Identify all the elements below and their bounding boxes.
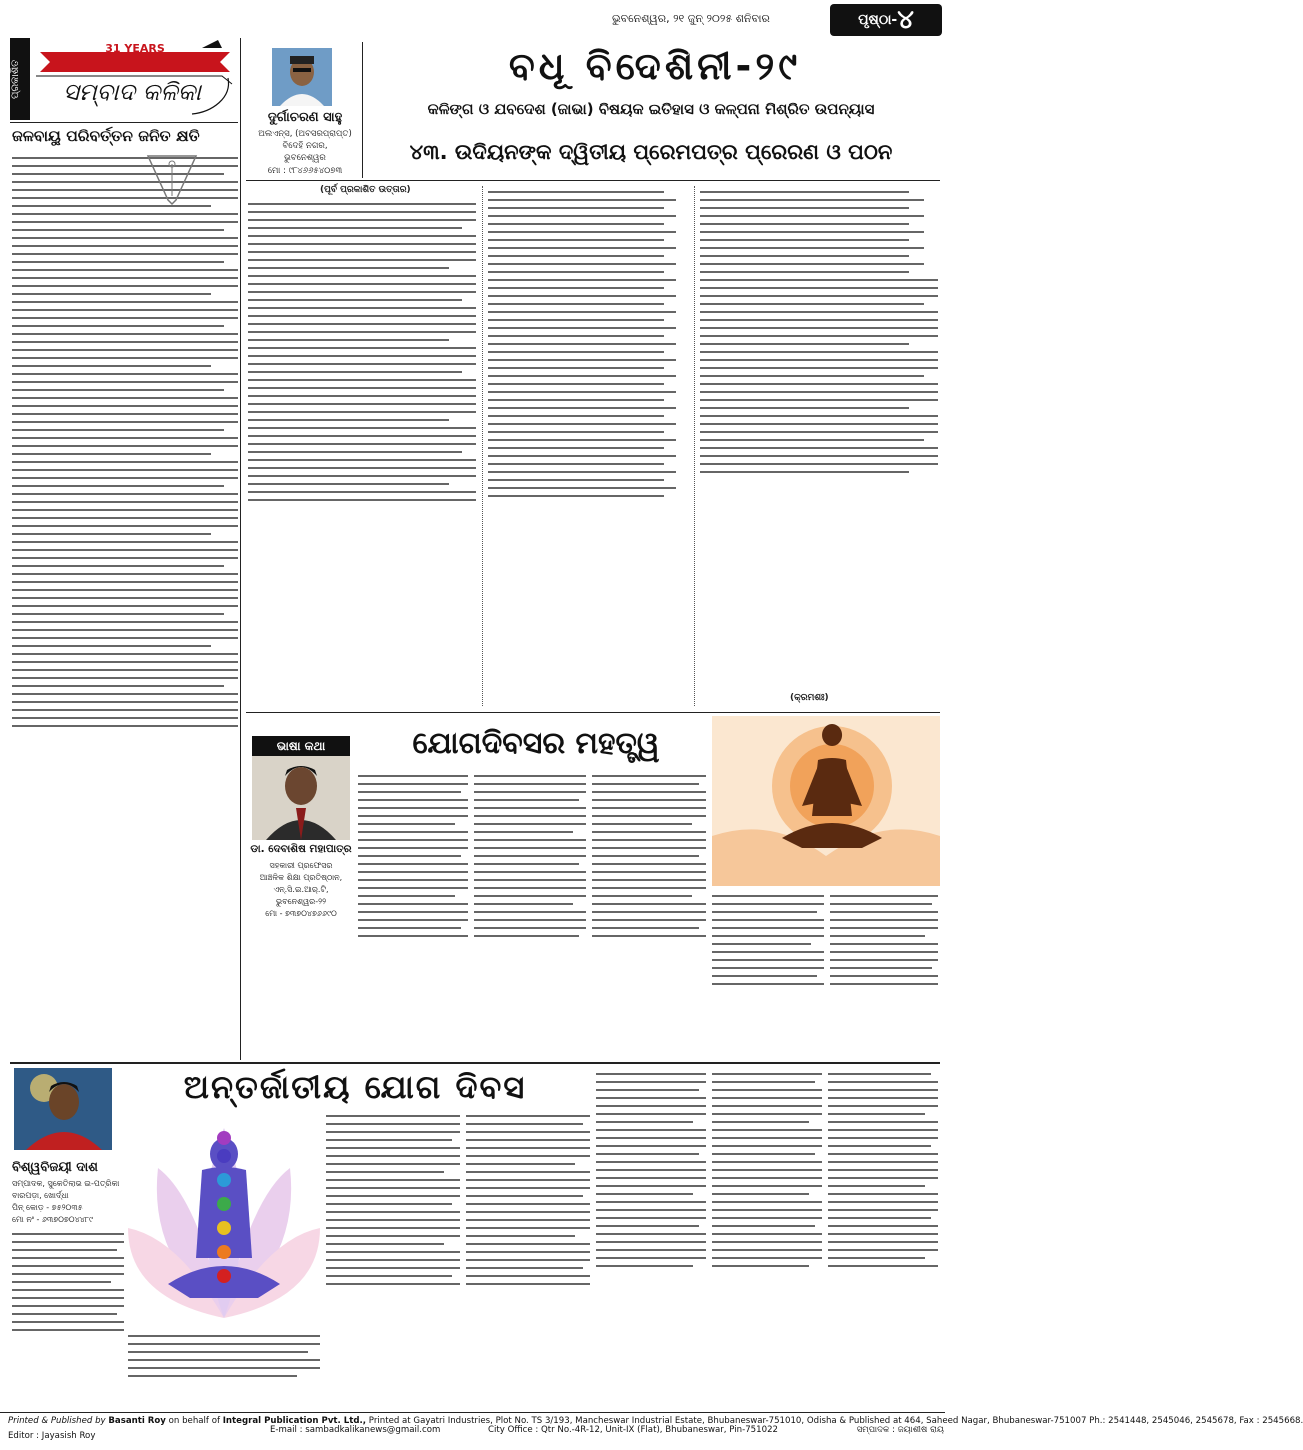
footer-imprint-mid: on behalf of [168, 1416, 220, 1426]
yoga-author-photo [252, 756, 350, 840]
novel-continued: (ପୂର୍ବ ପ୍ରକାଶିତ ଉତ୍ତାର) [320, 185, 411, 195]
masthead-logo [32, 38, 238, 120]
footer-imprint-prefix: Printed & Published by [8, 1416, 106, 1426]
page-badge: ପୃଷ୍ଠା - ୪ [830, 4, 942, 36]
footer-company: Integral Publication Pvt. Ltd., [222, 1416, 367, 1426]
chakra-illustration [128, 1108, 320, 1328]
novel-col-3 [700, 186, 938, 676]
novel-author-photo [272, 48, 332, 106]
footer-printed-at: Printed at Gayatri Industries, Plot No. TS 3/193, Mancheswar Industrial Estate, Bhubaneswar-751010, Odisha [368, 1416, 837, 1426]
intl-yoga-author-photo [14, 1068, 112, 1150]
intl-yoga-col-3 [326, 1110, 460, 1408]
section-label-bhasha-katha: ଭାଷା କଥା [252, 736, 350, 756]
masthead-side-label: ପ୍ରକାଶିତ [10, 38, 30, 120]
masthead-name: ସମ୍ବାଦ କଳିକା [63, 78, 201, 106]
yoga-col-3 [592, 770, 706, 1050]
novel-author-name: ଦୁର୍ଗାଚରଣ ସାହୁ [267, 110, 343, 125]
yoga-col-2 [474, 770, 586, 1050]
intl-yoga-title: ଅନ୍ତର୍ଜାତୀୟ ଯୋଗ ଦିବସ [183, 1068, 527, 1106]
novel-title: ବଧୂ ବିଦେଶିନୀ-୨୯ [508, 44, 802, 88]
novel-author-line1: ଅଲଏନ୍ସ, (ଅବସରପ୍ରାପ୍ତ) [258, 129, 352, 139]
yoga-author-line4: ଭୁବନେଶ୍ୱର-୨୨ [275, 897, 327, 906]
editorial-headline: ଜଳବାୟୁ ପରିବର୍ତ୍ତନ ଜନିତ କ୍ଷତି [12, 127, 200, 145]
novel-chapter: ୪୩. ଉଦିୟନଙ୍କ ଦ୍ୱିତୀୟ ପ୍ରେମପତ୍ର ପ୍ରେରଣ ଓ ପଠନ [409, 140, 893, 164]
novel-author-line2: ବିଦେହି ନଗର, [282, 141, 328, 151]
yoga-col-1 [358, 770, 468, 1050]
footer-phones: Ph.: 2541448, 2545046, 2545678, Fax : 2545668. [1089, 1416, 1303, 1426]
intl-yoga-col-1 [12, 1228, 124, 1408]
intl-yoga-col-7 [828, 1068, 938, 1408]
footer-sampadak: ସମ୍ପାଦକ : ଜୟାଶୀଷ ରାୟ [856, 1425, 944, 1435]
novel-col-2 [488, 186, 688, 708]
intl-yoga-author-line2: ବାରପଡ଼ା, ଖୋର୍ଦ୍ଧା [12, 1191, 69, 1200]
page-number: ୪ [897, 4, 914, 35]
intl-yoga-author-name: ବିଶ୍ୱବିଜୟୀ ଦାଶ [12, 1160, 98, 1175]
dateline: ଭୁବନେଶ୍ୱର, ୨୧ ଜୁନ୍ ୨୦୨୫ ଶନିବାର [612, 12, 770, 25]
yoga-author-line2: ଆଞ୍ଚଳିକ ଶିକ୍ଷା ପ୍ରତିଷ୍ଠାନ, [259, 873, 343, 882]
novel-end-note: (କ୍ରମଶଃ) [790, 693, 829, 703]
intl-yoga-col-4 [466, 1110, 590, 1408]
yoga-col-4 [712, 890, 824, 1050]
yoga-author-line1: ସହକାରୀ ପ୍ରଫେସର [269, 861, 333, 870]
yoga-author-line3: ଏନ୍.ସି.ଇ.ଆର୍.ଟି, [273, 885, 329, 894]
yoga-col-5 [830, 890, 938, 1050]
intl-yoga-author-pin: ପିନ୍ କୋଡ଼ - ୭୫୨୦୩୫ [12, 1203, 83, 1212]
masthead-years: 31 YEARS [105, 42, 165, 55]
yoga-article-title: ଯୋଗଦିବସର ମହତ୍ତ୍ୱ [412, 726, 660, 761]
yoga-meditation-illustration [712, 716, 940, 886]
footer-published-at: & Published at 464, Saheed Nagar, Bhubaneswar-751007 [839, 1416, 1087, 1426]
novel-author-line3: ଭୁବନେଶ୍ୱର [284, 153, 326, 163]
yoga-author-name: ଡା. ଦେବାଶିଷ ମହାପାତ୍ର [250, 843, 352, 855]
footer-email: E-mail : sambadkalikanews@gmail.com [270, 1425, 441, 1435]
intl-yoga-col-5 [596, 1068, 706, 1408]
page-label: ପୃଷ୍ଠା [858, 12, 892, 28]
novel-col-1 [248, 198, 476, 708]
footer-publisher: Basanti Roy [108, 1416, 166, 1426]
footer-editor: Jayasish Roy [41, 1431, 96, 1441]
footer-editor-label: Editor : [8, 1431, 40, 1441]
editorial-body [12, 152, 238, 1052]
footer-city-office: City Office : Qtr No.-4R-12, Unit-IX (Flat), Bhubaneswar, Pin-751022 [488, 1425, 779, 1435]
intl-yoga-col-2 [128, 1330, 320, 1408]
novel-author-phone: ମୋ : ୯୮୪୬୬୫୪୦୭୩ [267, 166, 343, 176]
pen-nib-icon [142, 150, 202, 206]
yoga-author-phone: ମୋ - ୭୩୭୦୪୭୬୬୯୦ [265, 909, 337, 918]
intl-yoga-col-6 [712, 1068, 822, 1408]
intl-yoga-author-phone: ମୋ ନଂ - ୬୩୭୦୭୦୪୪୮୯ [12, 1215, 93, 1224]
novel-subtitle: କଳିଙ୍ଗ ଓ ଯବଦେଶ (ଜାଭା) ବିଷୟକ ଇତିହାସ ଓ କଳ୍ପନା ମିଶ୍ରିତ ଉପନ୍ୟାସ [427, 100, 875, 118]
intl-yoga-author-line1: ସମ୍ପାଦକ, ସୁକେତିଲାଭ ଇ-ପତ୍ରିକା [12, 1179, 120, 1188]
